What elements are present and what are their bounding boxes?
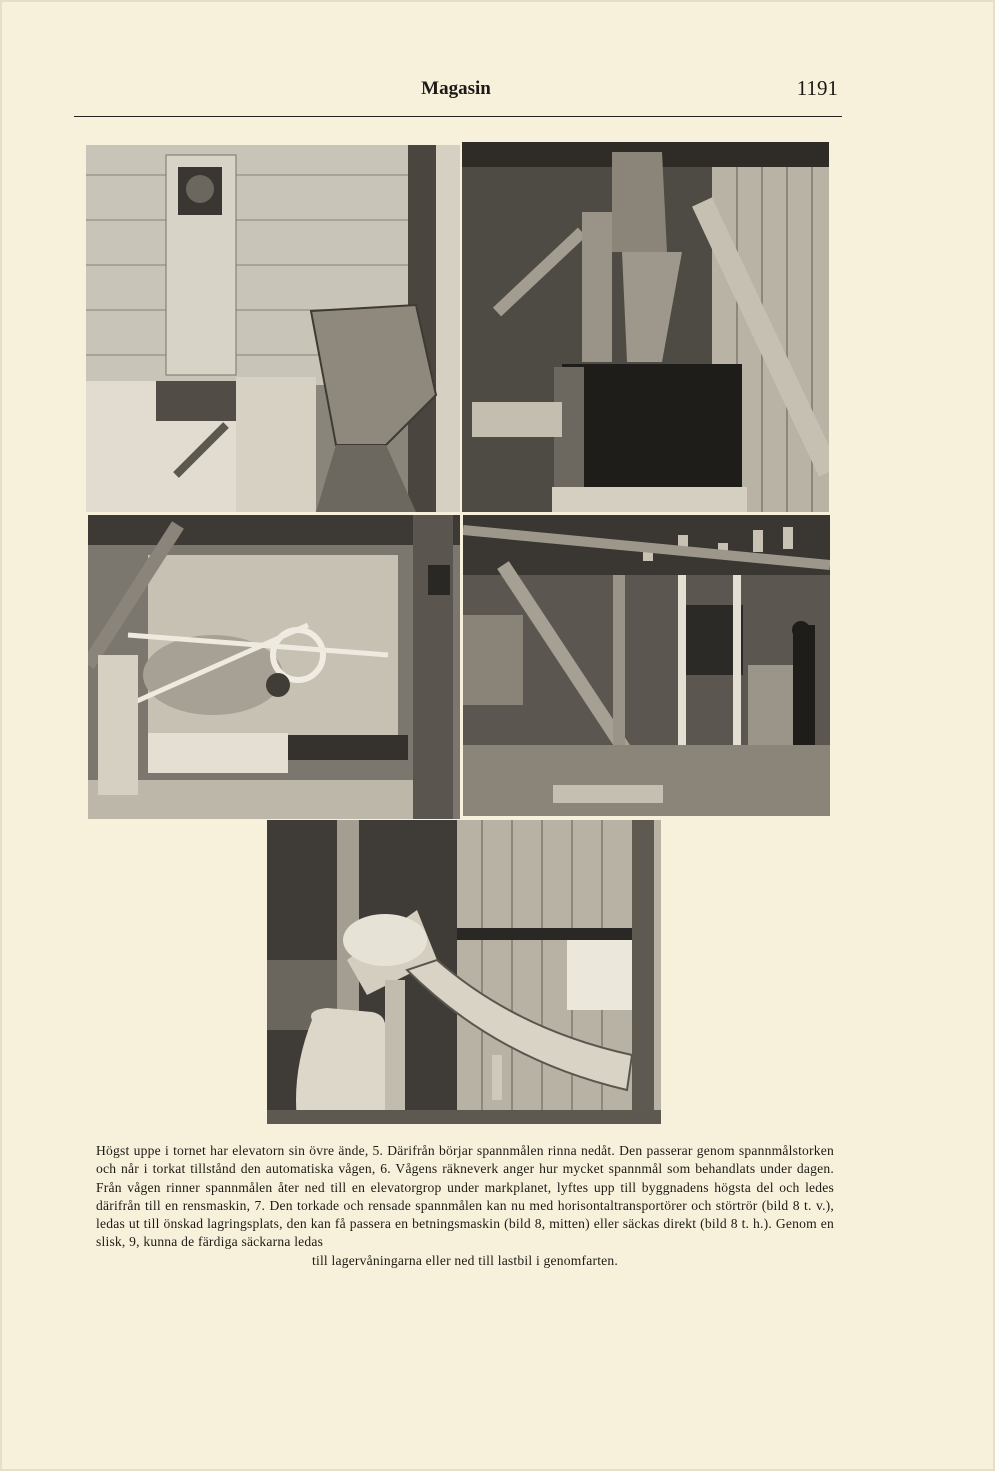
photo-automatic-scale (462, 142, 829, 512)
photo-elevator-top (86, 145, 460, 512)
photo-cleaning-machine (88, 515, 460, 819)
photo-sack-chute (267, 820, 661, 1124)
caption-text: Högst uppe i tornet har elevatorn sin övre ände, 5. Därifrån börjar spannmålen rinna nedåt. Den passerar genom spannmålstorken och når i torkat tillstånd den automatiska vågen, 6. Vågens räkneverk anger hur mycket spannmål som behandlats under dagen. Från vågen rinner spannmålen åter ned till en elevatorgrop under markplanet, lyftes upp till byggnadens högsta del och ledes därifrån till en rensmaskin, 7. Den torkade och rensade spannmålen kan nu med horisontaltransportörer och störtrör (bild 8 t. v.), ledas ut till önskad lagringsplats, den kan få passera en betningsmaskin (bild 8, mitten) eller säckas direkt (bild 8 t. h.). Genom en slisk, 9, kunna de färdiga säckarna ledas (96, 1143, 834, 1250)
figure-caption (96, 1142, 834, 1270)
photo-hall-with-pipes (463, 515, 830, 816)
page-number: 1191 (796, 76, 838, 100)
page-header (74, 74, 838, 114)
header-rule (74, 116, 842, 117)
section-title: Magasin (421, 78, 491, 99)
caption-last-line: till lagervåningarna eller ned till lastbil i genomfarten. (311, 1252, 619, 1268)
